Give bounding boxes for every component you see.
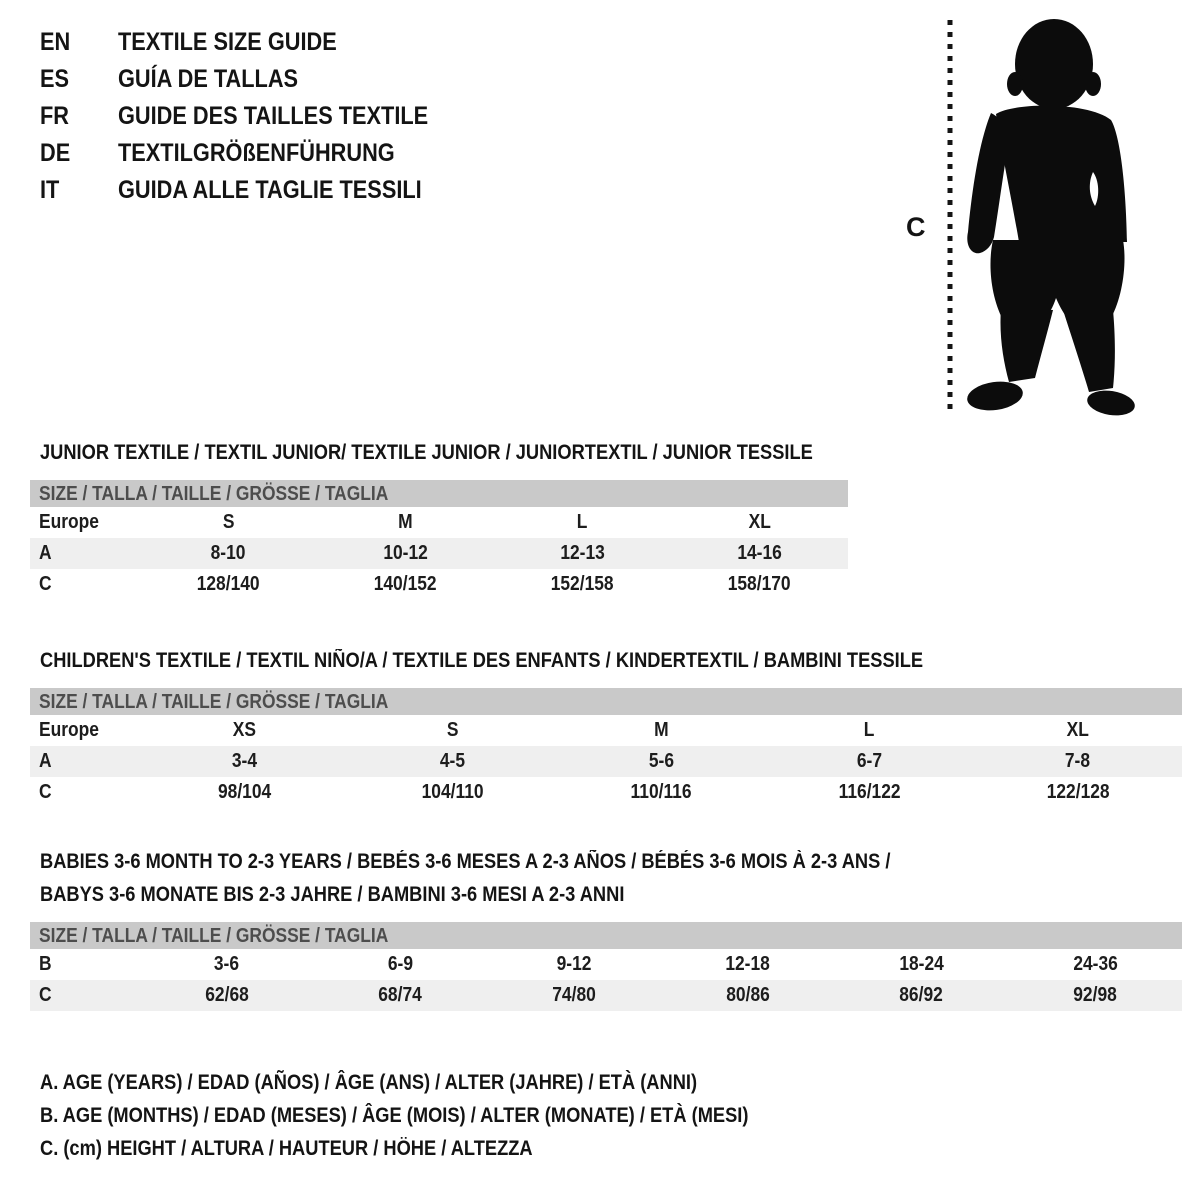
cell-value: M xyxy=(398,511,413,533)
table-cell xyxy=(671,569,848,600)
size-table xyxy=(30,715,1182,808)
cell-value: 116/122 xyxy=(838,781,901,803)
table-cell xyxy=(835,949,1009,980)
cell-value: 4-5 xyxy=(440,750,466,772)
table-cell xyxy=(30,746,140,777)
legend-text: B. AGE (MONTHS) / EDAD (MESES) / ÂGE (MOIS) / ALTER (MONATE) / ETÀ (MESI) xyxy=(40,1104,749,1127)
cell-value: M xyxy=(653,719,669,741)
table-cell xyxy=(140,949,314,980)
table-cell xyxy=(317,538,494,569)
table-cell xyxy=(671,507,848,538)
cell-value: XL xyxy=(748,511,771,533)
section-title-line xyxy=(40,878,1182,911)
cell-value: 12-18 xyxy=(725,953,771,975)
language-row xyxy=(40,98,475,135)
cell-value: L xyxy=(577,511,588,533)
table-cell xyxy=(974,746,1182,777)
cell-value: 92/98 xyxy=(1073,984,1117,1006)
table-cell xyxy=(974,777,1182,808)
table-cell xyxy=(557,715,765,746)
cell-value: 152/158 xyxy=(551,573,614,595)
table-cell xyxy=(30,715,140,746)
section-title-text: BABYS 3-6 MONATE BIS 2-3 JAHRE / BAMBINI 3-6 MESI A 2-3 ANNI xyxy=(40,883,625,906)
cell-value: 14-16 xyxy=(737,542,782,564)
table-cell xyxy=(494,569,671,600)
table-row xyxy=(30,777,1182,808)
table-cell xyxy=(494,507,671,538)
size-header-label: SIZE / TALLA / TAILLE / GRÖSSE / TAGLIA xyxy=(39,483,389,505)
table-cell xyxy=(314,949,488,980)
cell-value: S xyxy=(222,511,235,533)
cell-value: XL xyxy=(1066,719,1089,741)
table-cell xyxy=(140,777,348,808)
row-label: A xyxy=(39,750,52,772)
cell-value: 74/80 xyxy=(552,984,596,1006)
section-title xyxy=(30,845,1182,911)
cell-value: 3-4 xyxy=(231,750,257,772)
table-cell xyxy=(317,569,494,600)
table-cell xyxy=(30,569,140,600)
table-cell xyxy=(1008,949,1182,980)
table-cell xyxy=(765,746,973,777)
row-label: C xyxy=(39,573,52,595)
toddler-silhouette-icon xyxy=(943,10,1143,420)
cell-value: 10-12 xyxy=(383,542,428,564)
table-cell xyxy=(661,980,835,1011)
language-code: FR xyxy=(40,102,69,130)
language-title: GUIDA ALLE TAGLIE TESSILI xyxy=(118,176,422,204)
language-row xyxy=(40,135,475,172)
language-code: ES xyxy=(40,65,70,93)
cell-value: 86/92 xyxy=(899,984,944,1006)
cell-value: 7-8 xyxy=(1065,750,1091,772)
table-cell xyxy=(765,777,973,808)
table-row xyxy=(30,569,848,600)
table-cell xyxy=(494,538,671,569)
size-header-bar xyxy=(30,480,848,507)
table-cell xyxy=(1008,980,1182,1011)
cell-value: 122/128 xyxy=(1046,781,1110,803)
table-cell xyxy=(487,980,661,1011)
section-title-text: JUNIOR TEXTILE / TEXTIL JUNIOR/ TEXTILE JUNIOR / JUNIORTEXTIL / JUNIOR TESSILE xyxy=(40,441,813,464)
size-header-bar xyxy=(30,688,1182,715)
section-title xyxy=(30,644,1182,677)
section-title-text: BABIES 3-6 MONTH TO 2-3 YEARS / BEBÉS 3-6 MESES A 2-3 AÑOS / BÉBÉS 3-6 MOIS À 2-3 ANS / xyxy=(40,850,891,873)
language-row xyxy=(40,24,475,61)
table-row xyxy=(30,507,848,538)
section-title-line xyxy=(40,436,848,469)
language-row xyxy=(40,172,475,209)
cell-value: 140/152 xyxy=(374,573,437,595)
language-code: DE xyxy=(40,139,71,167)
size-table-wrap xyxy=(30,480,848,600)
table-cell xyxy=(487,949,661,980)
row-label: C xyxy=(39,781,52,803)
row-label: B xyxy=(39,953,52,975)
language-code: IT xyxy=(40,176,60,204)
cell-value: S xyxy=(446,719,459,741)
size-header-label: SIZE / TALLA / TAILLE / GRÖSSE / TAGLIA xyxy=(39,691,389,713)
language-title: TEXTILGRÖßENFÜHRUNG xyxy=(118,139,395,167)
table-cell xyxy=(30,980,140,1011)
table-cell xyxy=(835,980,1009,1011)
size-table xyxy=(30,949,1182,1011)
size-table xyxy=(30,507,848,600)
table-cell xyxy=(140,507,317,538)
cell-value: 9-12 xyxy=(556,953,592,975)
row-label: Europe xyxy=(39,719,99,741)
table-cell xyxy=(557,746,765,777)
table-cell xyxy=(661,949,835,980)
language-row xyxy=(40,61,475,98)
legend-line xyxy=(40,1132,854,1165)
table-row xyxy=(30,949,1182,980)
size-header-bar xyxy=(30,922,1182,949)
cell-value: 12-13 xyxy=(560,542,605,564)
cell-value: 5-6 xyxy=(648,750,674,772)
cell-value: 110/116 xyxy=(630,781,692,803)
table-row xyxy=(30,980,1182,1011)
legend-text: A. AGE (YEARS) / EDAD (AÑOS) / ÂGE (ANS) / ALTER (JAHRE) / ETÀ (ANNI) xyxy=(40,1071,698,1094)
table-cell xyxy=(765,715,973,746)
section-title-text: CHILDREN'S TEXTILE / TEXTIL NIÑO/A / TEXTILE DES ENFANTS / KINDERTEXTIL / BAMBINI TESSILE xyxy=(40,649,924,672)
table-row xyxy=(30,538,848,569)
size-table-wrap xyxy=(30,688,1182,808)
section-children-textile xyxy=(30,644,1182,808)
legend-line xyxy=(40,1066,854,1099)
table-cell xyxy=(140,715,348,746)
legend-list xyxy=(40,1066,854,1165)
language-title: GUÍA DE TALLAS xyxy=(118,65,299,93)
cell-value: 104/110 xyxy=(421,781,484,803)
cell-value: 158/170 xyxy=(728,573,791,595)
table-cell xyxy=(348,715,556,746)
section-title-line xyxy=(40,644,1182,677)
cell-value: 128/140 xyxy=(197,573,260,595)
table-cell xyxy=(140,538,317,569)
table-cell xyxy=(974,715,1182,746)
table-cell xyxy=(30,538,140,569)
table-cell xyxy=(30,507,140,538)
table-cell xyxy=(348,746,556,777)
table-cell xyxy=(557,777,765,808)
language-code: EN xyxy=(40,28,71,56)
row-label: C xyxy=(39,984,52,1006)
language-title: GUIDE DES TAILLES TEXTILE xyxy=(118,102,429,130)
table-cell xyxy=(140,746,348,777)
cell-value: 62/68 xyxy=(205,984,249,1006)
language-title: TEXTILE SIZE GUIDE xyxy=(118,28,337,56)
table-row xyxy=(30,715,1182,746)
table-cell xyxy=(317,507,494,538)
cell-value: XS xyxy=(232,719,256,741)
section-babies-textile xyxy=(30,845,1182,1011)
section-junior-textile xyxy=(30,436,848,600)
legend-text: C. (cm) HEIGHT / ALTURA / HAUTEUR / HÖHE / ALTEZZA xyxy=(40,1137,533,1160)
table-cell xyxy=(140,569,317,600)
table-cell xyxy=(30,949,140,980)
table-cell xyxy=(314,980,488,1011)
language-list xyxy=(40,24,475,209)
cell-value: 24-36 xyxy=(1072,953,1118,975)
cell-value: L xyxy=(864,719,875,741)
section-title xyxy=(30,436,848,469)
cell-value: 6-9 xyxy=(387,953,414,975)
table-cell xyxy=(140,980,314,1011)
row-label: Europe xyxy=(39,511,99,533)
row-label: A xyxy=(39,542,52,564)
cell-value: 18-24 xyxy=(899,953,944,975)
cell-value: 98/104 xyxy=(217,781,271,803)
table-row xyxy=(30,746,1182,777)
table-cell xyxy=(348,777,556,808)
cell-value: 6-7 xyxy=(856,750,882,772)
cell-value: 68/74 xyxy=(378,984,423,1006)
table-cell xyxy=(671,538,848,569)
size-header-label: SIZE / TALLA / TAILLE / GRÖSSE / TAGLIA xyxy=(39,925,389,947)
legend-line xyxy=(40,1099,854,1132)
height-measure-label: C xyxy=(906,212,926,242)
cell-value: 80/86 xyxy=(726,984,770,1006)
section-title-line xyxy=(40,845,1182,878)
cell-value: 3-6 xyxy=(214,953,240,975)
table-cell xyxy=(30,777,140,808)
size-table-wrap xyxy=(30,922,1182,1011)
cell-value: 8-10 xyxy=(211,542,246,564)
